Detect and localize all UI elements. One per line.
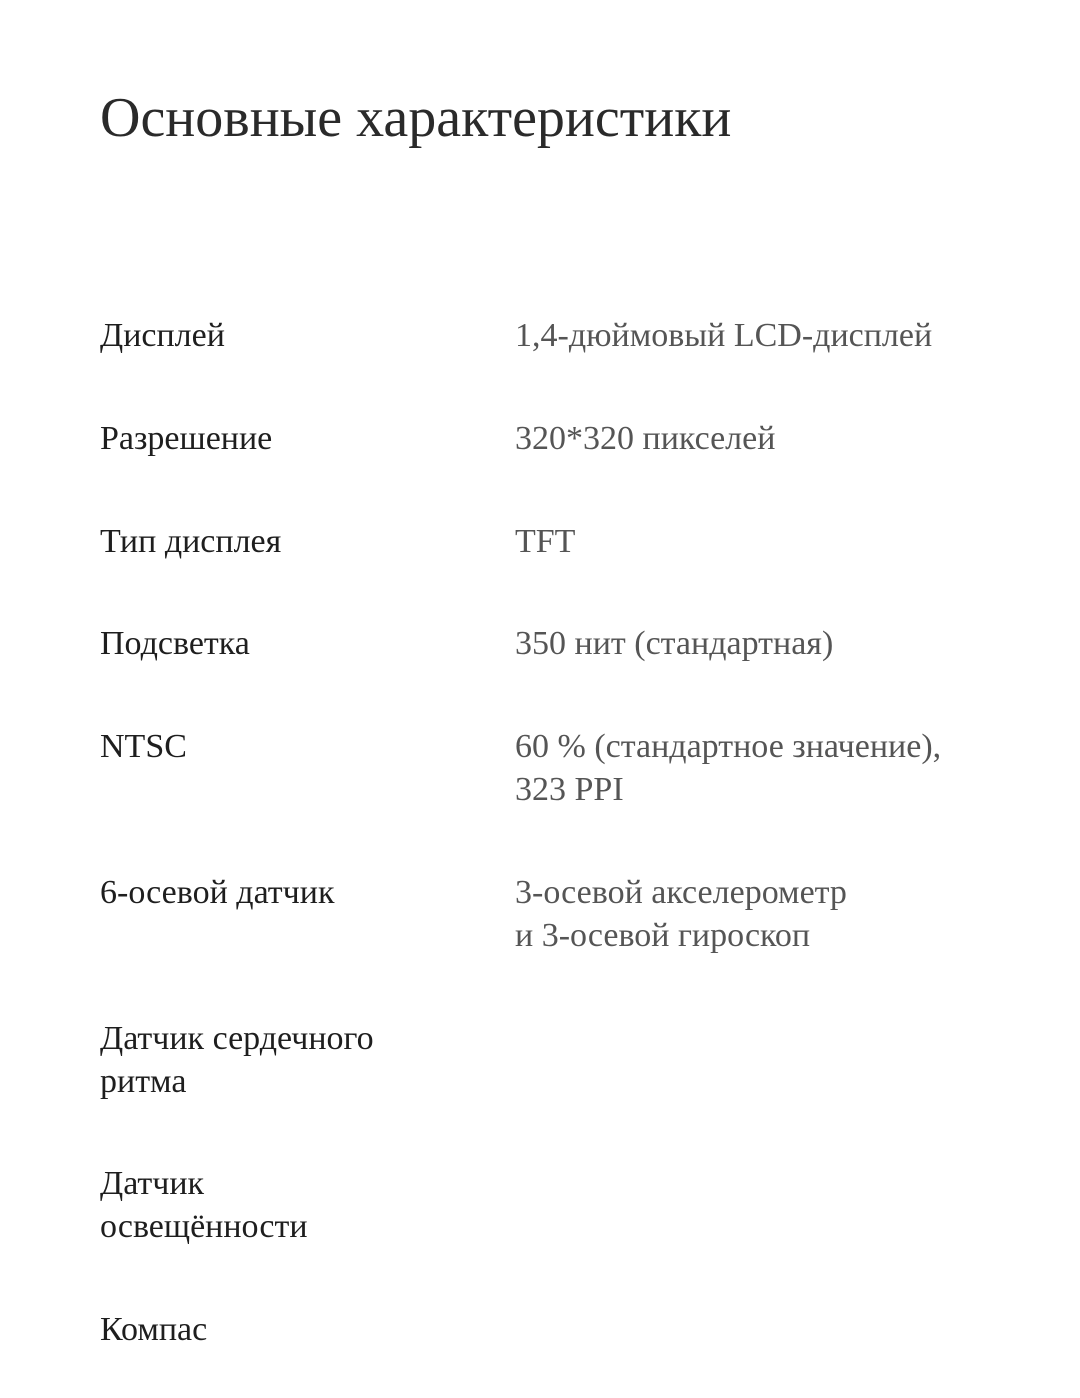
spec-row-resolution [100, 417, 1000, 507]
spec-label-line: 6-осевой датчик [100, 874, 335, 911]
spec-label-line: Подсветка [100, 625, 250, 662]
spec-value-line: 3-осевой акселерометр [515, 874, 847, 911]
spec-label [100, 417, 480, 460]
spec-label-line: Дисплей [100, 317, 225, 354]
spec-value-line: 60 % (стандартное значение), [515, 728, 942, 765]
spec-label [100, 1017, 480, 1103]
spec-row-six-axis-sensor [100, 871, 1000, 961]
spec-label-line: Датчик [100, 1165, 205, 1202]
spec-label-line: Разрешение [100, 420, 273, 457]
page-title: Основные характеристики [100, 87, 732, 149]
spec-label [100, 1308, 480, 1351]
spec-label-line: Компас [100, 1311, 208, 1348]
spec-value [515, 725, 995, 811]
spec-label [100, 871, 480, 914]
spec-value-line: 350 нит (стандартная) [515, 625, 834, 662]
spec-label-line: Датчик сердечного [100, 1020, 374, 1057]
spec-label-line: освещённости [100, 1208, 308, 1245]
spec-value-line: 1,4-дюймовый LCD-дисплей [515, 317, 933, 354]
spec-value [515, 622, 995, 665]
spec-value-line: 320*320 пикселей [515, 420, 776, 457]
spec-row-display [100, 314, 1000, 404]
spec-row-compass [100, 1308, 1000, 1398]
spec-value-line: TFT [515, 523, 576, 560]
spec-row-backlight [100, 622, 1000, 712]
spec-value [515, 871, 995, 957]
spec-row-heart-rate-sensor [100, 1017, 1000, 1107]
spec-label [100, 1162, 480, 1248]
spec-row-light-sensor [100, 1162, 1000, 1252]
spec-label [100, 725, 480, 768]
spec-value [515, 417, 995, 460]
spec-value [515, 314, 995, 357]
spec-row-display-type [100, 520, 1000, 610]
spec-label-line: Тип дисплея [100, 523, 282, 560]
spec-label [100, 314, 480, 357]
spec-value-line: и 3-осевой гироскоп [515, 917, 811, 954]
spec-value [515, 520, 995, 563]
spec-label [100, 520, 480, 563]
spec-label [100, 622, 480, 665]
spec-label-line: ритма [100, 1063, 187, 1100]
spec-row-ntsc [100, 725, 1000, 815]
spec-label-line: NTSC [100, 728, 187, 765]
spec-value-line: 323 PPI [515, 771, 624, 808]
